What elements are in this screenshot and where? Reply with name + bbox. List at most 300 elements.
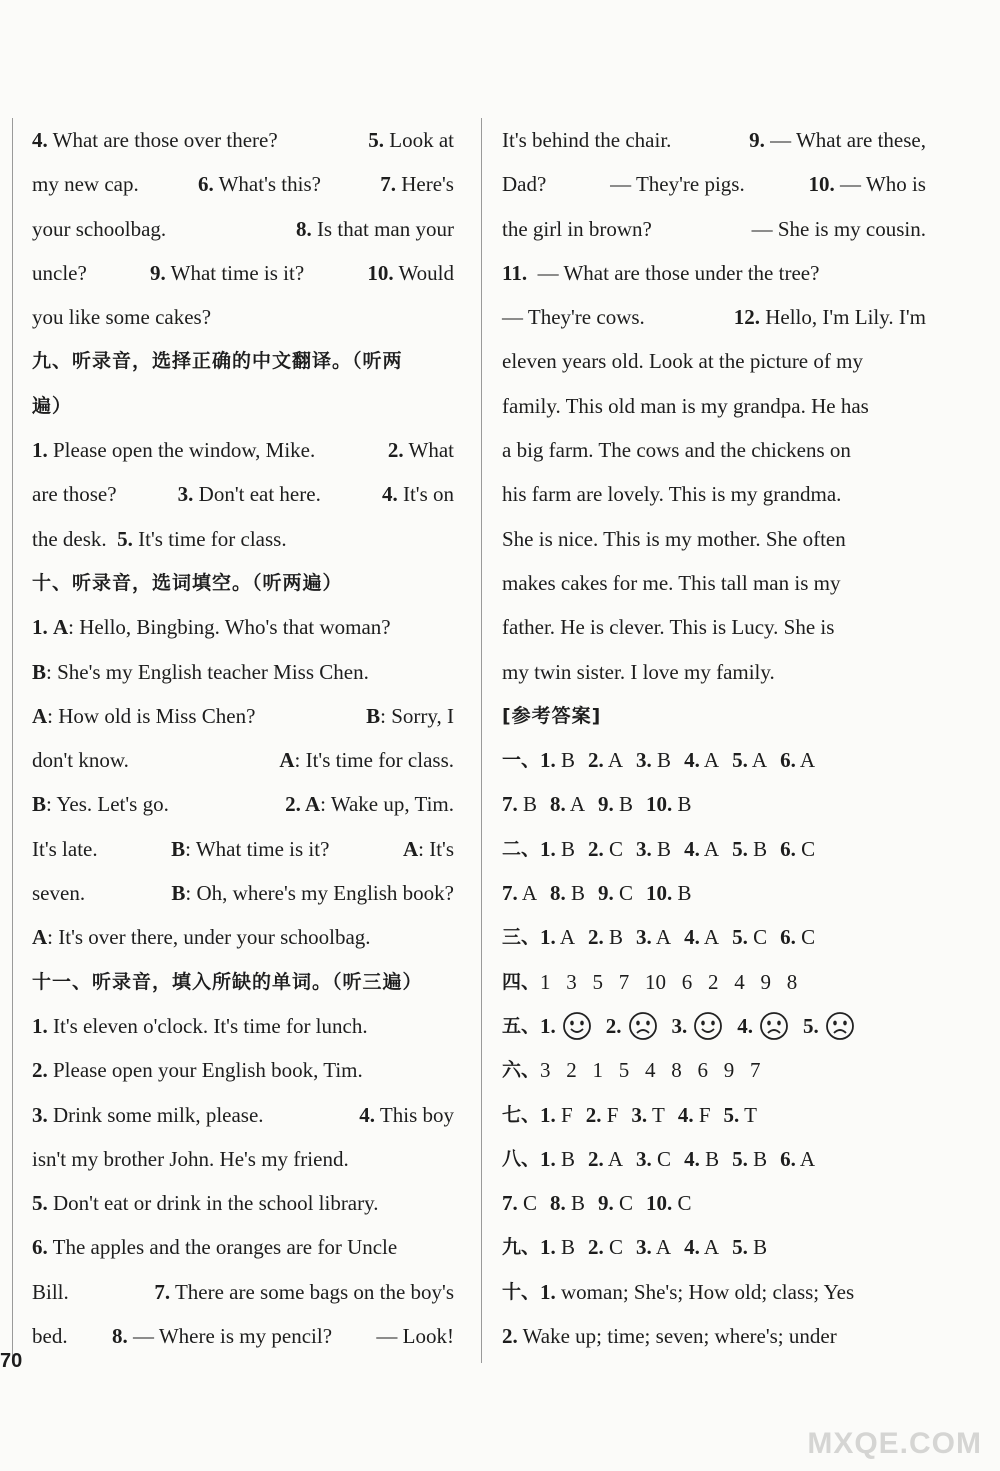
item-number: B <box>32 659 47 684</box>
answer-item <box>780 827 815 871</box>
left-text-line <box>32 118 454 162</box>
item-number: 12. <box>733 305 760 330</box>
answer-item <box>636 827 671 871</box>
text-segment: Don't eat or drink in the school library. <box>47 1191 379 1216</box>
text-segment: What are those over there? <box>47 128 278 152</box>
item-number: 1. <box>32 438 48 463</box>
item-number: 5. <box>723 1102 740 1127</box>
item-number: A <box>279 748 295 773</box>
left-text-line <box>32 1093 454 1137</box>
item-number: 3. <box>631 1102 648 1127</box>
answer-section-label: 四、 <box>502 970 541 993</box>
left-text-line <box>32 1270 454 1314</box>
text-segment: : Hello, Bingbing. Who's that woman? <box>68 615 391 640</box>
text-segment: Hello, I'm Lily. I'm <box>759 305 926 330</box>
answer-value: B <box>565 881 586 906</box>
text-segment: Bill. <box>32 1279 69 1304</box>
text-segment: : Oh, where's my English book? <box>185 881 454 906</box>
answer-row <box>502 782 926 826</box>
answer-item <box>684 915 719 959</box>
item-number: 8. <box>295 216 312 241</box>
answer-key <box>502 738 926 1358</box>
answer-value: B <box>517 792 538 817</box>
item-number: 4. <box>684 748 700 773</box>
text-segment: his farm are lovely. This is my grandma. <box>502 482 842 507</box>
right-column <box>502 118 926 1358</box>
item-number: 9. <box>598 881 614 906</box>
left-text-line <box>32 561 454 605</box>
text-segment: This boy <box>375 1102 454 1127</box>
text-segment: : It's over there, under your schoolbag. <box>47 925 371 950</box>
text-segment: : How old is Miss Chen? <box>47 703 256 728</box>
answer-value: C <box>672 1191 692 1216</box>
item-number: 2. <box>588 925 604 950</box>
answer-item <box>588 1225 623 1269</box>
answer-value: B <box>555 836 576 861</box>
answer-value: A <box>565 792 586 817</box>
item-number: 5. <box>803 1013 819 1038</box>
answer-value: B <box>747 1235 768 1260</box>
answer-item <box>636 738 671 782</box>
answer-section-label: 二、 <box>502 837 541 860</box>
text-segment: your schoolbag. <box>32 216 167 241</box>
left-text-line <box>32 827 454 871</box>
right-text-line <box>502 428 926 472</box>
right-text-line <box>502 517 926 561</box>
item-number: 3. <box>177 482 194 507</box>
answer-item <box>732 1137 767 1181</box>
item-number: 6. <box>780 836 796 861</box>
item-number: 4. <box>32 128 48 152</box>
answer-item <box>540 1137 575 1181</box>
answer-item <box>586 1093 619 1137</box>
answer-item <box>678 1093 711 1137</box>
answer-value: A <box>699 836 720 861</box>
left-text-line <box>32 1181 454 1225</box>
watermark <box>807 1427 982 1461</box>
answer-row <box>502 960 926 1004</box>
text-segment: Please open your English book, Tim. <box>47 1058 363 1083</box>
item-number: 9. <box>749 128 765 152</box>
left-text-line <box>32 782 454 826</box>
answer-item <box>502 782 537 826</box>
answer-row <box>502 1314 926 1358</box>
text-segment: Dad? <box>502 172 547 197</box>
item-number: 10. <box>646 792 673 817</box>
answer-item <box>588 738 623 782</box>
item-number: 3. <box>636 925 652 950</box>
answer-item <box>780 738 815 782</box>
item-number: 3. <box>636 748 652 773</box>
answer-item <box>780 915 815 959</box>
item-number: 1. <box>32 615 48 640</box>
item-number: 11. <box>502 260 528 285</box>
text-segment: father. He is clever. This is Lucy. She is <box>502 615 835 640</box>
text-segment: — What are these, <box>764 128 926 152</box>
item-number: 2. <box>585 1102 602 1127</box>
answer-value: A <box>795 1146 816 1171</box>
text-segment: It's late. <box>32 836 98 861</box>
watermark-text: MXQE.COM <box>807 1427 982 1460</box>
left-text-line <box>32 162 454 206</box>
item-number: 1. <box>540 1235 556 1260</box>
text-segment: : Sorry, I <box>380 703 454 728</box>
answer-value: A <box>795 748 816 773</box>
text-segment: Would <box>393 260 454 285</box>
text-segment: It's behind the chair. <box>502 128 672 152</box>
left-text-line <box>32 915 454 959</box>
item-number: 7. <box>502 881 518 906</box>
item-number: 5. <box>732 1235 748 1260</box>
text-segment: the girl in brown? <box>502 216 652 241</box>
item-number: 6. <box>32 1235 48 1260</box>
left-text-line <box>32 1048 454 1092</box>
right-text-line <box>502 472 926 516</box>
item-number: 5. <box>732 748 748 773</box>
item-number: 4. <box>737 1013 754 1038</box>
answer-item <box>684 827 719 871</box>
answer-row <box>502 871 926 915</box>
left-text-line <box>32 650 454 694</box>
item-number: 4. <box>684 1235 700 1260</box>
item-number: 8. <box>550 1191 566 1216</box>
item-number: 2. <box>588 836 604 861</box>
answer-item <box>598 782 633 826</box>
text-segment: What's this? <box>213 172 321 197</box>
answer-item <box>540 915 575 959</box>
answer-value: F <box>693 1102 711 1127</box>
item-number: 9. <box>598 792 614 817</box>
left-margin-rule <box>12 118 13 1363</box>
item-number: 1. <box>32 1013 48 1038</box>
left-text-line <box>32 472 454 516</box>
item-number: 1. <box>540 748 556 773</box>
answer-value: woman; She's; How old; class; Yes <box>555 1279 855 1304</box>
text-segment: makes cakes for me. This tall man is my <box>502 570 841 595</box>
answer-value: C <box>603 1235 624 1260</box>
answer-item <box>540 738 575 782</box>
text-segment: Is that man your <box>311 216 454 241</box>
answer-value: B <box>555 1146 576 1171</box>
answer-value: C <box>795 836 816 861</box>
item-number: 1. <box>540 1102 556 1127</box>
answer-item <box>588 827 623 871</box>
item-number: 3. <box>636 1235 652 1260</box>
text-segment: The apples and the oranges are for Uncle <box>47 1235 398 1260</box>
item-number: 1. <box>540 925 556 950</box>
answer-heading-line <box>502 694 926 738</box>
answer-value: C <box>795 925 816 950</box>
text-segment: What time is it? <box>165 260 305 285</box>
item-number: 2. <box>32 1058 48 1083</box>
item-number: 8. <box>550 792 566 817</box>
text-segment: — They're pigs. <box>610 172 745 197</box>
answer-section-label: 八、 <box>502 1147 541 1170</box>
item-number: 10. <box>646 1191 673 1216</box>
text-segment: — Look! <box>376 1324 454 1349</box>
item-number: 2. A <box>285 792 321 817</box>
answer-row <box>502 827 926 871</box>
answer-value: Wake up; time; seven; where's; under <box>517 1324 837 1349</box>
answer-value: T <box>647 1102 665 1127</box>
answer-item <box>684 1137 719 1181</box>
sad-face-icon <box>825 1011 855 1041</box>
item-number: 4. <box>684 1146 700 1171</box>
answer-value: C <box>517 1191 538 1216</box>
left-text-line <box>32 1314 454 1358</box>
page-number: 70 <box>0 1350 23 1372</box>
item-number: 5. <box>117 526 133 551</box>
text-segment: : It's <box>418 836 454 861</box>
answer-item <box>540 827 575 871</box>
answer-heading: [参考答案] <box>502 704 602 727</box>
answer-section-label: 一、 <box>502 749 541 772</box>
right-text-line <box>502 162 926 206</box>
left-text-line <box>32 295 454 339</box>
text-segment: my twin sister. I love my family. <box>502 659 775 684</box>
item-number: 3. <box>671 1013 688 1038</box>
section-heading: 遍） <box>32 394 73 417</box>
answer-item <box>550 782 585 826</box>
item-number: 4. <box>684 836 700 861</box>
item-number: 6. <box>780 1146 796 1171</box>
answer-value: B <box>699 1146 720 1171</box>
answer-item <box>502 871 537 915</box>
left-text-line <box>32 517 454 561</box>
item-number: 10. <box>646 881 673 906</box>
text-segment: my new cap. <box>32 172 139 197</box>
right-text-line <box>502 561 926 605</box>
item-number: A <box>402 836 419 861</box>
text-segment: : She's my English teacher Miss Chen. <box>46 659 369 684</box>
text-segment: She is nice. This is my mother. She often <box>502 526 846 551</box>
answer-value: A <box>517 881 538 906</box>
text-segment: family. This old man is my grandpa. He has <box>502 393 869 418</box>
answer-value: T <box>739 1102 757 1127</box>
answer-item <box>588 915 623 959</box>
answer-row <box>502 1137 926 1181</box>
text-segment: — Who is <box>834 172 926 197</box>
answer-item <box>502 1181 537 1225</box>
text-segment: Here's <box>395 172 454 197</box>
item-number: 8. <box>550 881 566 906</box>
answer-item <box>684 738 719 782</box>
right-text-line <box>502 605 926 649</box>
item-number: 9. <box>598 1191 614 1216</box>
item-number: 5. <box>732 925 748 950</box>
text-segment: bed. <box>32 1324 68 1349</box>
answer-row <box>502 915 926 959</box>
item-number: 9. <box>150 260 166 285</box>
text-segment: — Where is my pencil? <box>127 1324 333 1349</box>
answer-value: B <box>565 1191 586 1216</box>
answer-row <box>502 1181 926 1225</box>
answer-row <box>502 1270 926 1314</box>
answer-row <box>502 1225 926 1269</box>
answer-sequence: 3 2 1 5 4 8 6 9 7 <box>540 1058 761 1083</box>
section-heading: 十一、听录音，填入所缺的单词。（听三遍） <box>32 970 423 993</box>
item-number: 3. <box>32 1102 48 1127</box>
answer-value: A <box>699 1235 720 1260</box>
answer-row <box>502 1048 926 1092</box>
answer-value: C <box>613 1191 634 1216</box>
text-segment: Please open the window, Mike. <box>47 438 316 463</box>
answer-value: B <box>613 792 634 817</box>
left-text-line <box>32 738 454 782</box>
answer-item <box>636 1137 671 1181</box>
item-number: 3. <box>636 836 652 861</box>
answer-section-label: 九、 <box>502 1236 541 1259</box>
text-segment: : It's time for class. <box>294 748 454 773</box>
text-segment: eleven years old. Look at the picture of my <box>502 349 863 374</box>
smiley-face-icon <box>693 1011 723 1041</box>
answer-value: B <box>555 1235 576 1260</box>
answer-value: B <box>672 792 692 817</box>
item-number: 5. <box>32 1191 48 1216</box>
item-number: 2. <box>588 1146 604 1171</box>
item-number: 6. <box>197 172 214 197</box>
item-number: 5. <box>368 128 385 152</box>
text-segment: : What time is it? <box>185 836 330 861</box>
answer-value: A <box>747 748 768 773</box>
item-number: 10. <box>367 260 394 285</box>
text-segment: It's eleven o'clock. It's time for lunch. <box>47 1013 368 1038</box>
answer-section-label: 三、 <box>502 926 541 949</box>
text-segment: — She is my cousin. <box>751 216 926 241</box>
item-number: 3. <box>636 1146 652 1171</box>
left-text-line <box>32 384 454 428</box>
item-number: B <box>366 703 381 728</box>
item-number: 2. <box>588 748 604 773</box>
text-segment: What <box>403 438 454 463</box>
right-text-line <box>502 251 926 295</box>
answer-value: B <box>747 836 768 861</box>
answer-item <box>646 1181 692 1225</box>
left-text-line <box>32 605 454 649</box>
answer-item <box>631 1093 664 1137</box>
answer-item <box>550 871 585 915</box>
left-text-line <box>32 339 454 383</box>
item-number: 4. <box>684 925 700 950</box>
answer-value: B <box>672 881 692 906</box>
item-number: B <box>171 881 186 906</box>
left-text-line <box>32 1004 454 1048</box>
text-segment: are those? <box>32 482 117 507</box>
answer-value: B <box>555 748 576 773</box>
answer-sequence: 1 3 5 7 10 6 2 4 9 8 <box>540 969 798 994</box>
answer-value: C <box>651 1146 672 1171</box>
answer-value: A <box>603 748 624 773</box>
item-number: A <box>53 615 69 640</box>
item-number: 10. <box>808 172 835 197</box>
text-segment: — What are those under the tree? <box>527 260 820 285</box>
answer-section-label: 七、 <box>502 1103 541 1126</box>
right-text-line <box>502 339 926 383</box>
item-number: 1. <box>540 1013 556 1038</box>
item-number: B <box>32 792 47 817</box>
answer-item <box>540 1225 575 1269</box>
answer-item <box>780 1137 815 1181</box>
text-segment: isn't my brother John. He's my friend. <box>32 1146 349 1171</box>
left-text-line <box>32 694 454 738</box>
right-text-line <box>502 384 926 428</box>
item-number: 6. <box>780 748 796 773</box>
item-number: 5. <box>732 1146 748 1171</box>
sad-face-icon <box>628 1011 658 1041</box>
answer-value: A <box>651 1235 672 1260</box>
item-number: 2. <box>588 1235 604 1260</box>
answer-item <box>646 782 692 826</box>
left-text-line <box>32 960 454 1004</box>
text-segment: the desk. <box>32 526 118 551</box>
left-text-line <box>32 428 454 472</box>
answer-item <box>502 1314 837 1358</box>
left-text-line <box>32 251 454 295</box>
answer-item <box>732 738 767 782</box>
right-text-line <box>502 118 926 162</box>
item-number: 1. <box>540 836 556 861</box>
smiley-face-icon <box>562 1011 592 1041</box>
item-number: 2. <box>387 438 404 463</box>
item-number: 7. <box>380 172 396 197</box>
item-number: 4. <box>677 1102 694 1127</box>
item-number: 6. <box>780 925 796 950</box>
answer-item <box>732 1225 767 1269</box>
answer-value: B <box>603 925 624 950</box>
section-heading: 九、听录音，选择正确的中文翻译。（听两 <box>32 350 403 373</box>
answer-section-label: 六、 <box>502 1059 541 1082</box>
answer-value: F <box>601 1102 619 1127</box>
text-segment: It's on <box>397 482 454 507</box>
answer-value: B <box>747 1146 768 1171</box>
answer-value: F <box>555 1102 573 1127</box>
answer-item <box>588 1137 623 1181</box>
text-segment: Don't eat here. <box>193 482 321 507</box>
answer-value: A <box>651 925 672 950</box>
column-divider <box>481 118 482 1363</box>
item-number: 1. <box>540 1146 556 1171</box>
text-segment: seven. <box>32 881 86 906</box>
item-number: B <box>171 836 186 861</box>
answer-item <box>724 1093 757 1137</box>
left-text-line <box>32 1225 454 1269</box>
answer-row <box>502 738 926 782</box>
answer-item <box>540 1270 854 1314</box>
item-number: 7. <box>154 1279 171 1304</box>
left-column <box>32 118 454 1358</box>
item-number: 1. <box>540 1279 556 1304</box>
answer-item <box>550 1181 585 1225</box>
item-number: 8. <box>111 1324 128 1349</box>
text-segment: : Yes. Let's go. <box>46 792 169 817</box>
answer-row <box>502 1004 926 1048</box>
answer-item <box>636 1225 671 1269</box>
answer-value: B <box>651 836 672 861</box>
sad-face-icon <box>759 1011 789 1041</box>
answer-item <box>598 1181 633 1225</box>
answer-item <box>732 827 767 871</box>
text-segment: a big farm. The cows and the chickens on <box>502 438 851 463</box>
text-segment: Drink some milk, please. <box>47 1102 264 1127</box>
answer-item <box>540 1093 573 1137</box>
item-number: A <box>32 703 48 728</box>
item-number: 5. <box>732 836 748 861</box>
text-segment: don't know. <box>32 748 129 773</box>
item-number: 4. <box>381 482 398 507</box>
text-segment: : Wake up, Tim. <box>320 792 454 817</box>
right-text-line <box>502 207 926 251</box>
item-number: 2. <box>605 1013 622 1038</box>
